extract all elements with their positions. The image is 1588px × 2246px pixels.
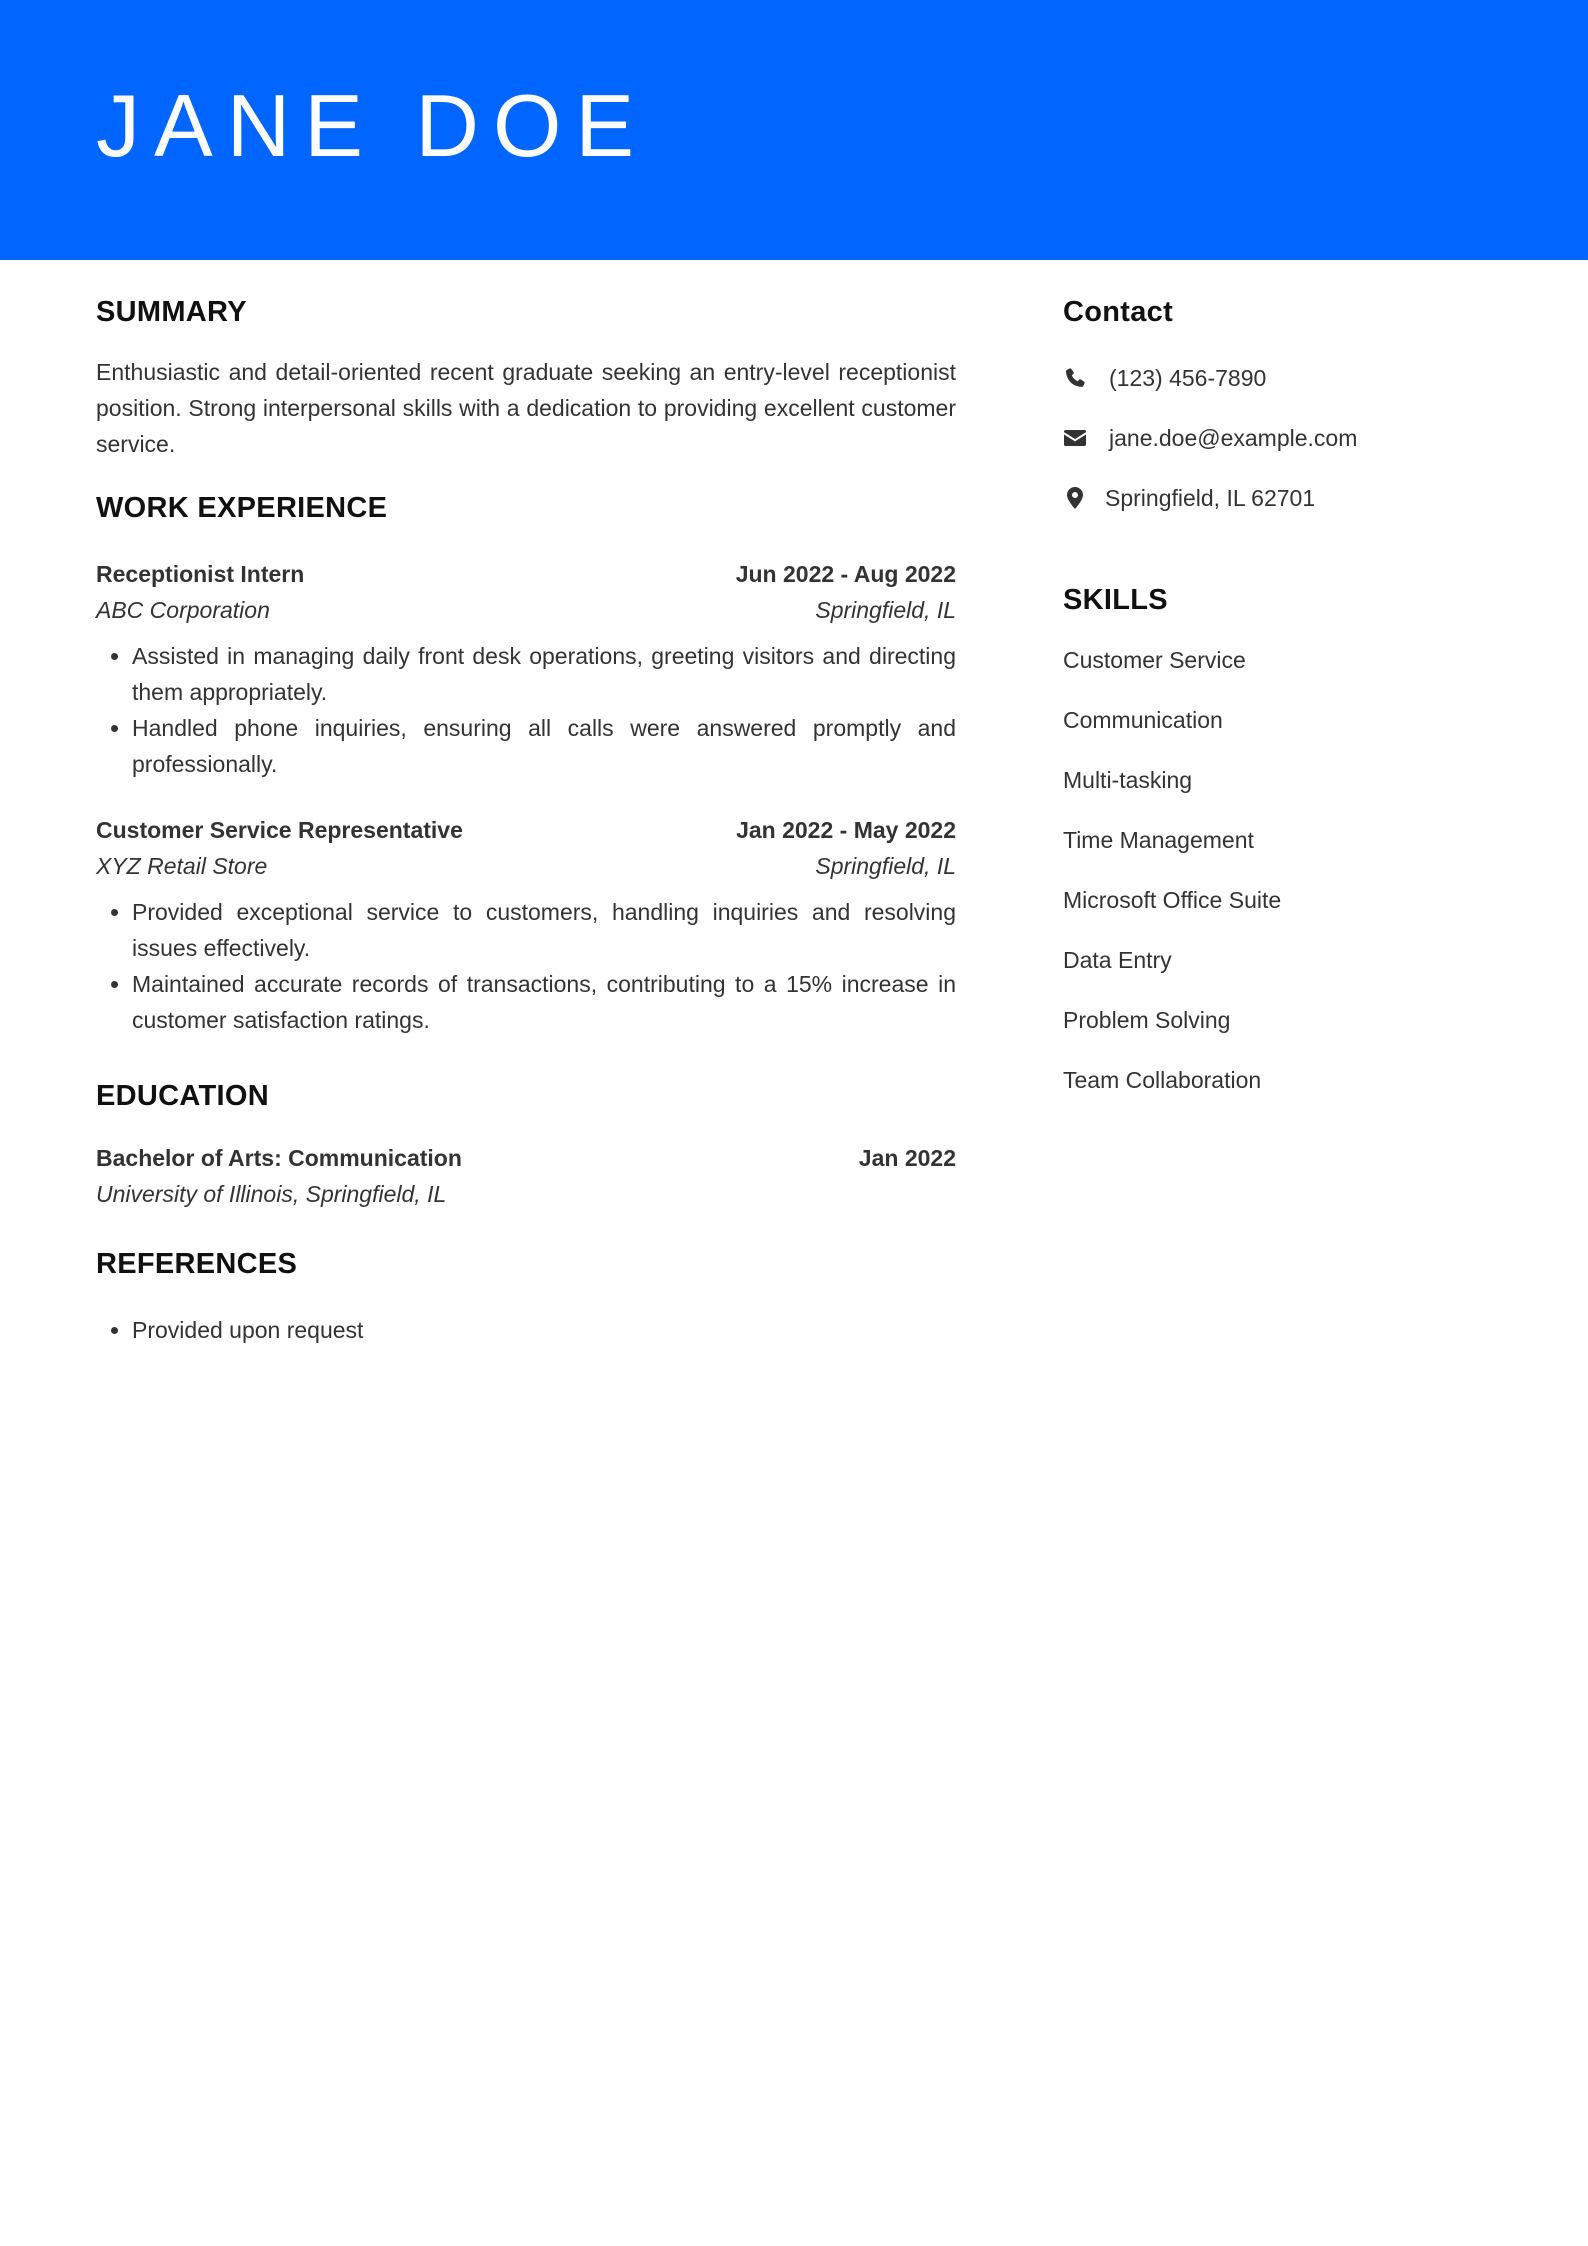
- skills-section: [1063, 580, 1493, 1110]
- phone-icon: [1063, 366, 1087, 390]
- job-entry: [96, 812, 956, 1038]
- contact-address: [1063, 468, 1493, 528]
- school: University of Illinois, Springfield, IL: [96, 1181, 447, 1207]
- education-title: EDUCATION: [96, 1080, 269, 1112]
- work-experience-section: [96, 488, 956, 1038]
- job-role: Customer Service Representative: [96, 817, 463, 843]
- job-role: Receptionist Intern: [96, 561, 305, 587]
- skill-item: Team Collaboration: [1063, 1067, 1262, 1093]
- summary-title: SUMMARY: [96, 296, 247, 328]
- summary-section: [96, 292, 956, 462]
- skill-item: Problem Solving: [1063, 1007, 1231, 1033]
- email-link[interactable]: jane.doe@example.com: [1109, 425, 1358, 451]
- reference-item: • Provided upon request: [132, 1312, 956, 1348]
- job-dates: Jun 2022 - Aug 2022: [735, 561, 956, 587]
- job-bullet: • Handled phone inquiries, ensuring all calls were answered promptly and professionally.: [132, 710, 956, 782]
- education-date: Jan 2022: [858, 1145, 956, 1171]
- main-column: [96, 292, 956, 1348]
- address-text: Springfield, IL 62701: [1105, 485, 1316, 511]
- contact-title: Contact: [1063, 296, 1174, 328]
- contact-phone: [1063, 348, 1493, 408]
- skill-item: Time Management: [1063, 827, 1254, 853]
- envelope-icon: [1063, 426, 1087, 450]
- skill-item: Multi-tasking: [1063, 767, 1193, 793]
- references-list: [96, 1312, 956, 1348]
- header-banner: [0, 0, 1588, 260]
- candidate-name: JANE DOE: [96, 76, 649, 175]
- skills-title: SKILLS: [1063, 584, 1168, 616]
- references-title: REFERENCES: [96, 1248, 298, 1280]
- skill-item: Data Entry: [1063, 947, 1172, 973]
- job-bullet: • Assisted in managing daily front desk operations, greeting visitors and directing them appropriately.: [132, 638, 956, 710]
- summary-text: Enthusiastic and detail-oriented recent graduate seeking an entry-level receptionist position. Strong interpersonal skills with a dedication to providing excellent customer service.: [96, 359, 956, 457]
- job-location: Springfield, IL: [815, 597, 956, 623]
- skill-item: Microsoft Office Suite: [1063, 887, 1282, 913]
- references-section: [96, 1244, 956, 1348]
- degree: Bachelor of Arts: Communication: [96, 1145, 462, 1171]
- job-entry: [96, 556, 956, 782]
- job-company: XYZ Retail Store: [96, 853, 268, 879]
- job-bullets: [96, 894, 956, 1038]
- map-pin-icon: [1063, 486, 1087, 510]
- job-dates: Jan 2022 - May 2022: [736, 817, 956, 843]
- job-bullets: [96, 638, 956, 782]
- contact-email: [1063, 408, 1493, 468]
- education-section: [96, 1076, 956, 1212]
- job-company: ABC Corporation: [96, 597, 270, 623]
- work-experience-title: WORK EXPERIENCE: [96, 492, 388, 524]
- side-column: [1063, 292, 1493, 1110]
- job-location: Springfield, IL: [815, 853, 956, 879]
- job-bullet: • Maintained accurate records of transactions, contributing to a 15% increase in customer satisfaction ratings.: [132, 966, 956, 1038]
- job-bullet: • Provided exceptional service to customers, handling inquiries and resolving issues effectively.: [132, 894, 956, 966]
- skill-item: Communication: [1063, 707, 1223, 733]
- phone-number[interactable]: (123) 456-7890: [1109, 365, 1267, 391]
- skill-item: Customer Service: [1063, 647, 1246, 673]
- contact-section: [1063, 292, 1493, 528]
